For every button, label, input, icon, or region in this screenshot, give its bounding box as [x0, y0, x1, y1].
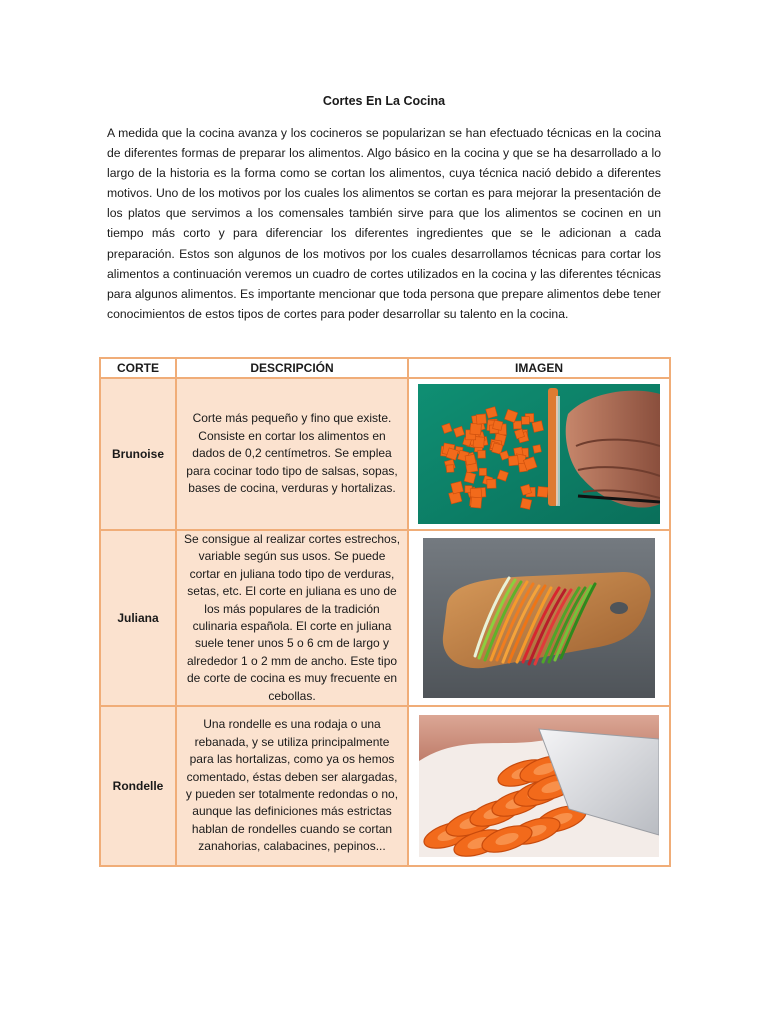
cut-description-rondelle: Una rondelle es una rodaja o una rebanada, y se utiliza principalmente para las hortalizas, como ya os hemos comentado, éstas deben ser alargadas, y pueden ser totalmente redondas o no, aunque las definiciones más estrictas hablan de rondelles cuando se cortan zanahorias, calabacines, pepinos...	[176, 706, 408, 866]
header-imagen: IMAGEN	[408, 358, 670, 378]
header-corte: CORTE	[100, 358, 176, 378]
cut-image-cell-brunoise	[408, 378, 670, 530]
intro-paragraph: A medida que la cocina avanza y los cocineros se popularizan se han efectuado técnicas en la cocina de diferentes formas de preparar los alimentos. Algo básico en la cocina y que se ha desarrollado a lo largo de la historia es la forma como se cortan los alimentos, cuya técnica nació debido a diferentes motivos. Uno de los motivos por los cuales los alimentos se cortan es para mejorar la presentación de los platos que servimos a los comensales también sirve para que los alimentos se cocinen en un tiempo más corto y para diferenciar los diferentes ingredientes que se le adicionan a cada preparación. Estos son algunos de los motivos por los cuales desarrollamos técnicas para cortar los alimentos a continuación veremos un cuadro de cortes utilizados en la cocina y las diferentes técnicas para algunos alimentos. Es importante mencionar que toda persona que prepare alimentos debe tener conocimientos de estos tipos de cortes para poder desarrollar su talento en la cocina.	[107, 126, 661, 321]
cut-image-cell-rondelle	[408, 706, 670, 866]
cut-name-brunoise: Brunoise	[100, 378, 176, 530]
cut-description-juliana: Se consigue al realizar cortes estrechos, variable según sus usos. Se puede cortar en juliana todo tipo de verduras, setas, etc. El corte en juliana es uno de los más populares de la tradición culinaria española. El corte en juliana suele tener unos 5 o 6 cm de largo y alrededor 1 o 2 mm de ancho. Este tipo de corte de cocina es muy frecuente en cebollas.	[176, 530, 408, 706]
table-header-row	[100, 358, 670, 378]
table-row	[100, 530, 670, 706]
cut-name-juliana: Juliana	[100, 530, 176, 706]
header-descripcion: DESCRIPCIÓN	[176, 358, 408, 378]
brunoise-photo	[418, 384, 660, 524]
rondelle-photo	[419, 715, 659, 857]
juliana-photo	[423, 538, 655, 698]
cut-image-cell-juliana	[408, 530, 670, 706]
document-title: Cortes En La Cocina	[322, 94, 446, 108]
cuts-table	[99, 357, 671, 867]
cut-name-rondelle: Rondelle	[100, 706, 176, 866]
table-row	[100, 706, 670, 866]
table-row	[100, 378, 670, 530]
cut-description-brunoise: Corte más pequeño y fino que existe. Consiste en cortar los alimentos en dados de 0,2 centímetros. Se emplea para cocinar todo tipo de salsas, sopas, bases de cocina, verduras y hortalizas.	[176, 378, 408, 530]
